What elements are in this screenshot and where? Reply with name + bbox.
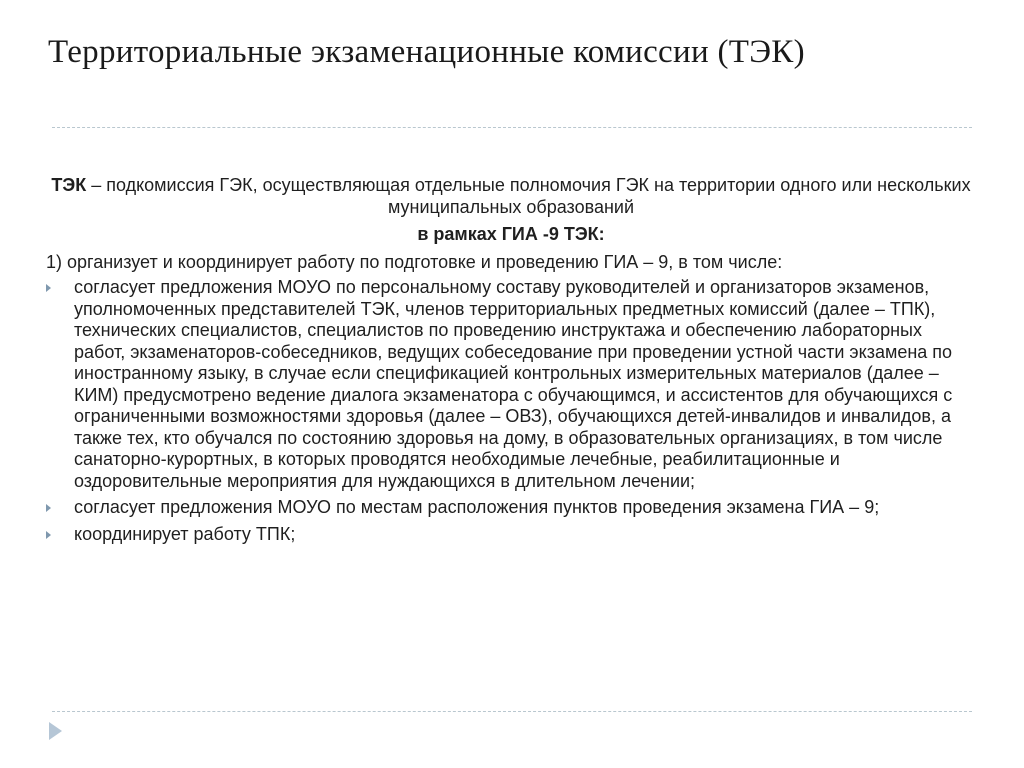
subheading-text: в рамках ГИА -9 ТЭК: <box>417 224 605 244</box>
definition <box>46 175 976 218</box>
play-arrow-icon[interactable] <box>49 722 62 740</box>
list-item-text: согласует предложения МОУО по местам расположения пунктов проведения экзамена ГИА – 9; <box>74 497 880 517</box>
footer-divider <box>52 711 972 712</box>
title-divider <box>52 127 972 128</box>
list-item-text: согласует предложения МОУО по персональному составу руководителей и организаторов экзаменов, уполномоченных представителей ТЭК, членов территориальных предметных комиссий (далее – ТПК), технических специалистов, специалистов по проведению инструктажа и обеспечению лабораторных работ, экзаменаторов-собеседников, ведущих собеседование при проведении устной части экзамена по иностранному языку, в случае если спецификацией контрольных измерительных материалов (далее – КИМ) предусмотрено ведение диалога экзаменатора с обучающимся, и ассистентов для обучающихся с ограниченными возможностями здоровья (далее – ОВЗ), обучающихся детей-инвалидов и инвалидов, а также тех, кто обучался по состоянию здоровья на дому, в образовательных организациях, в том числе санаторно-курортных, в которых проводятся необходимые лечебные, реабилитационные и оздоровительные мероприятия для нуждающихся в длительном лечении; <box>74 277 953 491</box>
list-item <box>46 277 976 492</box>
subheading <box>46 224 976 246</box>
bullet-list <box>46 277 976 545</box>
definition-text: – подкомиссия ГЭК, осуществляющая отдельные полномочия ГЭК на территории одного или нескольких муниципальных образований <box>86 175 971 217</box>
list-item <box>46 524 976 546</box>
triangle-bullet-icon <box>46 504 51 512</box>
triangle-bullet-icon <box>46 284 51 292</box>
triangle-bullet-icon <box>46 531 51 539</box>
slide-content <box>46 175 976 550</box>
slide-title: Территориальные экзаменационные комиссии (ТЭК) <box>48 34 805 70</box>
definition-term: ТЭК <box>51 175 87 195</box>
list-item-text: координирует работу ТПК; <box>74 523 296 544</box>
intro-paragraph: 1) организует и координирует работу по подготовке и проведению ГИА – 9, в том числе: <box>46 251 783 272</box>
list-item <box>46 497 976 519</box>
